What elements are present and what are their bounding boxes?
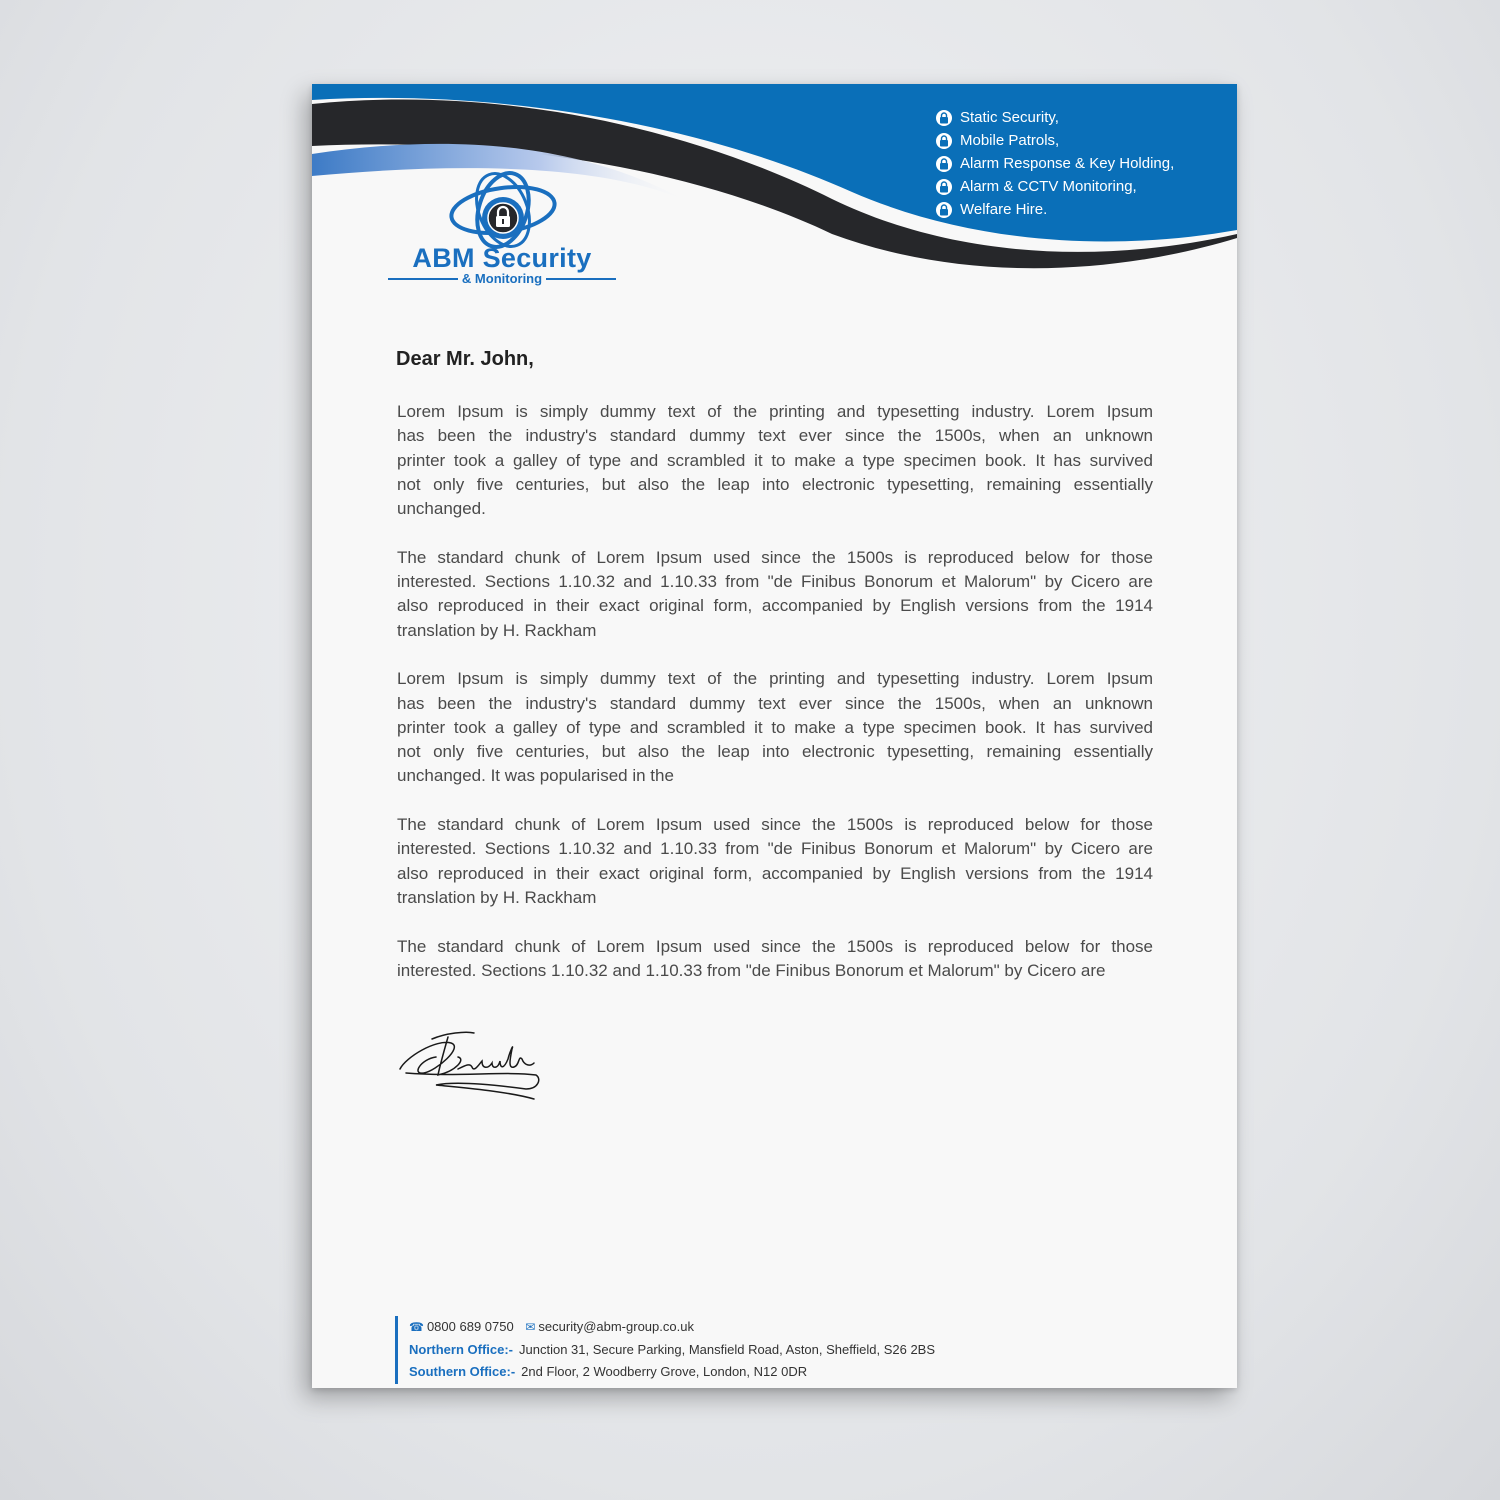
southern-office-label: Southern Office:- xyxy=(409,1364,516,1379)
paragraph-line: not only five centuries, but also the leap into electronic typesetting, remaining essentially xyxy=(397,742,1153,762)
service-label: Static Security, xyxy=(960,109,1059,126)
salutation: Dear Mr. John, xyxy=(396,348,534,370)
paragraph-line: interested. Sections 1.10.32 and 1.10.33 from "de Finibus Bonorum et Malorum" by Cicero are xyxy=(397,960,1106,980)
phone-icon: ☎ xyxy=(409,1320,424,1334)
southern-office xyxy=(409,1361,935,1384)
service-item xyxy=(936,198,1174,221)
southern-office-address: 2nd Floor, 2 Woodberry Grove, London, N12 0DR xyxy=(521,1364,808,1379)
service-label: Welfare Hire. xyxy=(960,201,1048,218)
paragraph-line: The standard chunk of Lorem Ipsum used since the 1500s is reproduced below for those xyxy=(397,547,1153,567)
signature xyxy=(396,1029,546,1104)
paragraph xyxy=(397,667,1153,788)
paragraph-line: unchanged. It was popularised in the xyxy=(397,766,674,786)
paragraph-line: translation by H. Rackham xyxy=(397,887,597,907)
letter-body xyxy=(397,400,1153,1007)
footer-contact xyxy=(395,1316,935,1384)
paragraph-line: printer took a galley of type and scrambled it to make a type specimen book. It has survived xyxy=(397,450,1153,470)
paragraph-line: has been the industry's standard dummy text ever since the 1500s, when an unknown xyxy=(397,426,1153,446)
lock-icon xyxy=(936,110,952,126)
lock-icon xyxy=(936,156,952,172)
lock-icon xyxy=(936,202,952,218)
service-label: Mobile Patrols, xyxy=(960,132,1060,149)
paragraph-line: interested. Sections 1.10.32 and 1.10.33 from "de Finibus Bonorum et Malorum" by Cicero are xyxy=(397,572,1153,592)
service-label: Alarm Response & Key Holding, xyxy=(960,155,1175,172)
paragraph-line: has been the industry's standard dummy text ever since the 1500s, when an unknown xyxy=(397,693,1153,713)
paragraph-line: translation by H. Rackham xyxy=(397,620,597,640)
paragraph-line: printer took a galley of type and scrambled it to make a type specimen book. It has survived xyxy=(397,717,1153,737)
paragraph-line: unchanged. xyxy=(397,499,486,519)
email-icon: ✉ xyxy=(525,1320,536,1334)
paragraph-line: also reproduced in their exact original form, accompanied by English versions from the 1914 xyxy=(397,863,1153,883)
paragraph-line: The standard chunk of Lorem Ipsum used since the 1500s is reproduced below for those xyxy=(397,815,1153,835)
lock-icon xyxy=(936,133,952,149)
contact-row xyxy=(409,1316,935,1339)
service-item xyxy=(936,106,1174,129)
logo-emblem xyxy=(388,170,618,250)
lock-icon xyxy=(936,179,952,195)
paragraph xyxy=(397,935,1153,984)
paragraph-line: Lorem Ipsum is simply dummy text of the printing and typesetting industry. Lorem Ipsum xyxy=(397,402,1153,421)
paragraph-line: Lorem Ipsum is simply dummy text of the printing and typesetting industry. Lorem Ipsum xyxy=(397,669,1153,689)
northern-office xyxy=(409,1339,935,1362)
northern-office-label: Northern Office:- xyxy=(409,1341,513,1357)
service-item xyxy=(936,152,1174,175)
letterhead-page xyxy=(312,84,1237,1388)
services-list xyxy=(936,106,1174,221)
paragraph xyxy=(397,400,1153,521)
northern-office-address: Junction 31, Secure Parking, Mansfield Road, Aston, Sheffield, S26 2BS xyxy=(519,1341,936,1357)
service-item xyxy=(936,129,1174,152)
paragraph-line: not only five centuries, but also the leap into electronic typesetting, remaining essentially xyxy=(397,474,1153,494)
paragraph-line: interested. Sections 1.10.32 and 1.10.33 from "de Finibus Bonorum et Malorum" by Cicero are xyxy=(397,839,1153,859)
email-address[interactable]: security@abm-group.co.uk xyxy=(538,1319,694,1334)
phone-number[interactable]: 0800 689 0750 xyxy=(426,1319,514,1334)
brand-subtitle xyxy=(388,271,616,286)
paragraph xyxy=(397,546,1153,643)
service-item xyxy=(936,175,1174,198)
service-label: Alarm & CCTV Monitoring, xyxy=(960,178,1137,195)
brand-subtitle-text: & Monitoring xyxy=(461,271,543,286)
paragraph xyxy=(397,813,1153,910)
brand-name: ABM Security xyxy=(412,243,592,273)
paragraph-line: also reproduced in their exact original form, accompanied by English versions from the 1914 xyxy=(397,596,1153,616)
paragraph-line: The standard chunk of Lorem Ipsum used since the 1500s is reproduced below for those xyxy=(397,936,1153,956)
